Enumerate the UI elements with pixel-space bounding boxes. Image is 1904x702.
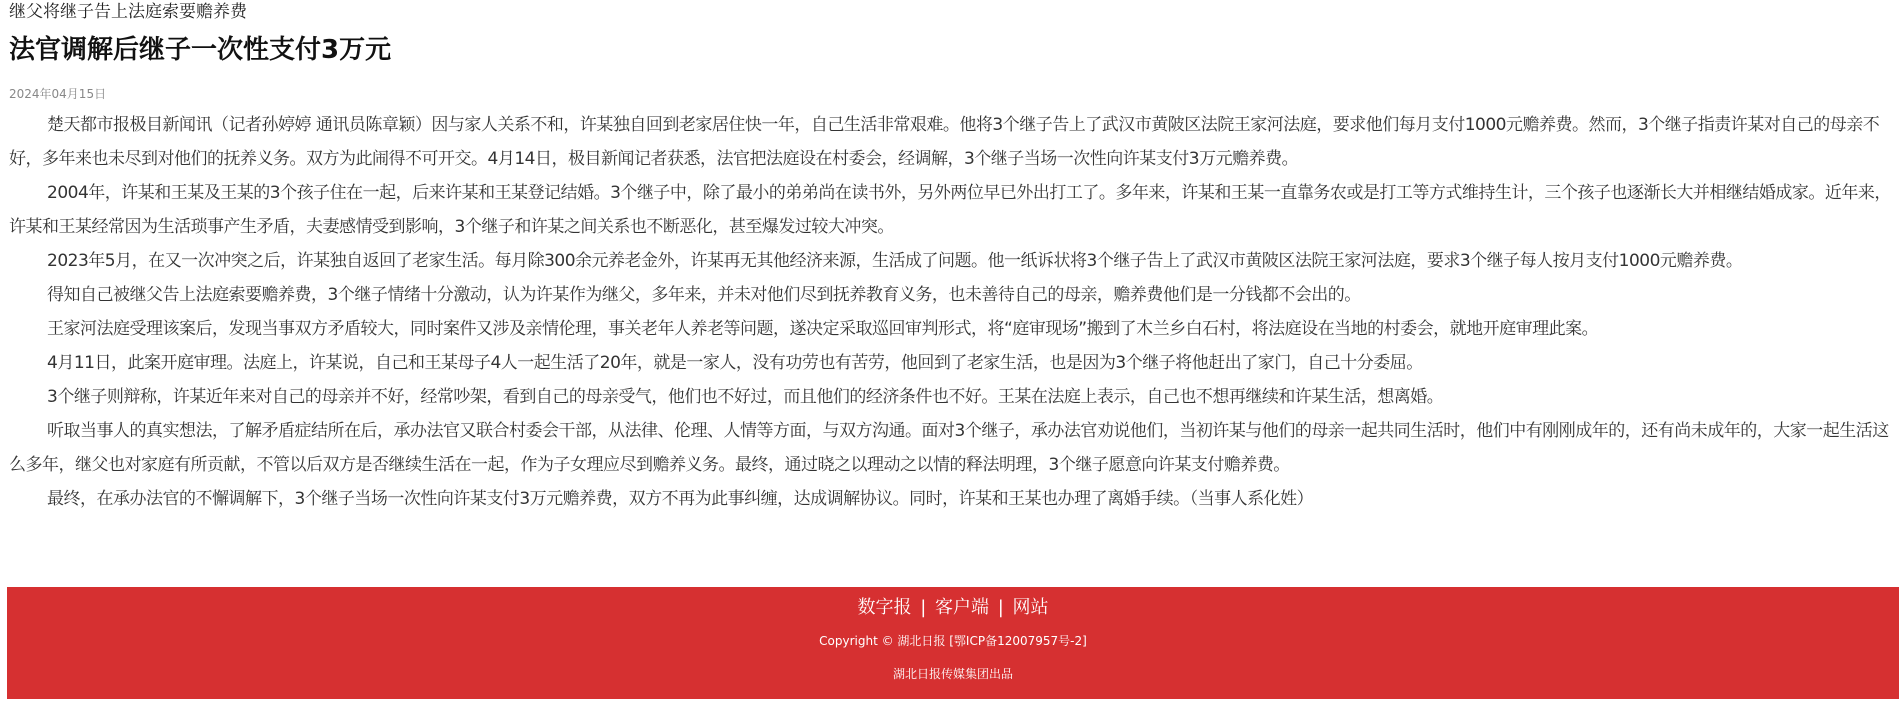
article-paragraph: 得知自己被继父告上法庭索要赡养费，3个继子情绪十分激动，认为许某作为继父，多年来，并未对他们尽到抚养教育义务，也未善待自己的母亲，赡养费他们是一分钱都不会出的。	[47, 285, 1361, 305]
article-paragraph: 2023年5月，在又一次冲突之后，许某独自返回了老家生活。每月除300余元养老金外，许某再无其他经济来源，生活成了问题。他一纸诉状将3个继子告上了武汉市黄陂区法院王家河法庭，要求3个继子每人按月支付1000元赡养费。	[47, 251, 1743, 271]
site-footer	[7, 587, 1899, 699]
article-paragraph: 王家河法庭受理该案后，发现当事双方矛盾较大，同时案件又涉及亲情伦理，事关老年人养老等问题，遂决定采取巡回审判形式，将“庭审现场”搬到了木兰乡白石村，将法庭设在当地的村委会，就地开庭审理此案。	[47, 319, 1599, 339]
article-subtitle: 继父将继子告上法庭索要赡养费	[9, 2, 247, 22]
article-date: 2024年04月15日	[9, 87, 107, 101]
footer-link-website[interactable]: 网站	[1012, 597, 1049, 618]
footer-copyright: Copyright © 湖北日报 [鄂ICP备12007957号-2]	[819, 634, 1087, 648]
article-paragraph: 3个继子则辩称，许某近年来对自己的母亲并不好，经常吵架，看到自己的母亲受气，他们也不好过，而且他们的经济条件也不好。王某在法庭上表示，自己也不想再继续和许某生活，想离婚。	[47, 387, 1444, 407]
article-body	[9, 108, 1892, 516]
article-paragraph: 楚天都市报极目新闻讯（记者孙婷婷 通讯员陈章颖）因与家人关系不和，许某独自回到老家居住快一年，自己生活非常艰难。他将3个继子告上了武汉市黄陂区法院王家河法庭，要求他们每月支付1000元赡养费。然而，3个继子指责许某对自己的母亲不好，多年来也未尽到对他们的抚养义务。双方为此闹得不可开交。4月14日，极目新闻记者获悉，法官把法庭设在村委会，经调解，3个继子当场一次性向许某支付3万元赡养费。	[9, 115, 1880, 169]
footer-link-client-app[interactable]: 客户端	[935, 597, 989, 618]
footer-links	[7, 587, 1899, 621]
article-paragraph: 最终，在承办法官的不懈调解下，3个继子当场一次性向许某支付3万元赡养费，双方不再为此事纠缠，达成调解协议。同时，许某和王某也办理了离婚手续。（当事人系化姓）	[47, 489, 1314, 509]
article-paragraph: 4月11日，此案开庭审理。法庭上，许某说，自己和王某母子4人一起生活了20年，就是一家人，没有功劳也有苦劳，他回到了老家生活，也是因为3个继子将他赶出了家门，自己十分委屈。	[47, 353, 1423, 373]
footer-link-separator: |	[920, 597, 927, 618]
article-paragraph: 2004年，许某和王某及王某的3个孩子住在一起，后来许某和王某登记结婚。3个继子中，除了最小的弟弟尚在读书外，另外两位早已外出打工了。多年来，许某和王某一直靠务农或是打工等方式维持生计，三个孩子也逐渐长大并相继结婚成家。近年来，许某和王某经常因为生活琐事产生矛盾，夫妻感情受到影响，3个继子和许某之间关系也不断恶化，甚至爆发过较大冲突。	[9, 183, 1891, 237]
footer-link-separator: |	[997, 597, 1004, 618]
article-paragraph: 听取当事人的真实想法，了解矛盾症结所在后，承办法官又联合村委会干部，从法律、伦理、人情等方面，与双方沟通。面对3个继子，承办法官劝说他们，当初许某与他们的母亲一起共同生活时，他们中有刚刚成年的，还有尚未成年的，大家一起生活这么多年，继父也对家庭有所贡献，不管以后双方是否继续生活在一起，作为子女理应尽到赡养义务。最终，通过晓之以理动之以情的释法明理，3个继子愿意向许某支付赡养费。	[9, 421, 1889, 475]
footer-publisher: 湖北日报传媒集团出品	[892, 667, 1013, 681]
footer-link-digital-paper[interactable]: 数字报	[857, 597, 912, 618]
article-headline: 法官调解后继子一次性支付3万元	[9, 35, 392, 65]
